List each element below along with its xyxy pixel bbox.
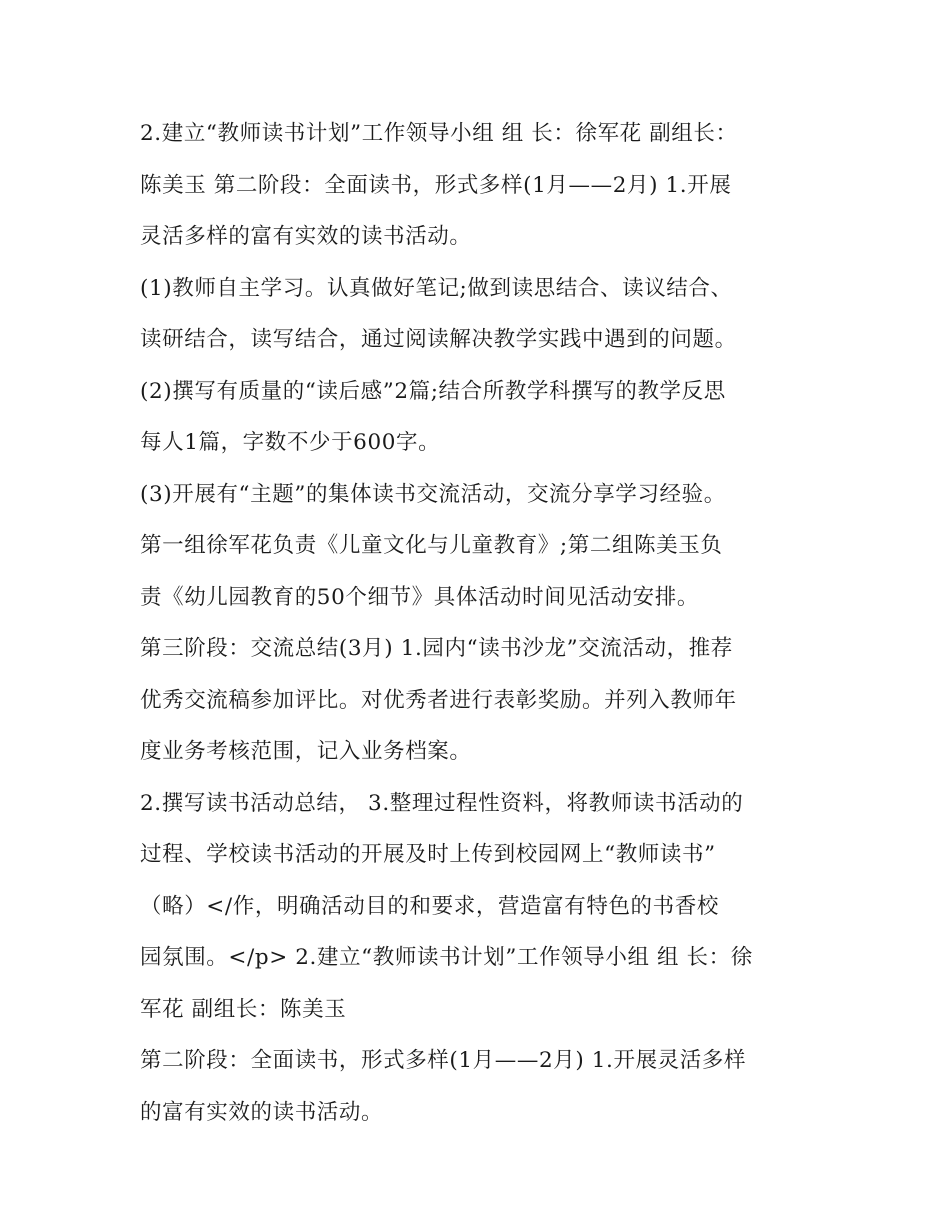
text-line: (1)教师自主学习。认真做好笔记;做到读思结合、读议结合、 [140,275,733,301]
text-line: 灵活多样的富有实效的读书活动。 [140,224,472,249]
text-line: 读研结合，读写结合，通过阅读解决教学实践中遇到的问题。 [140,327,737,352]
text-line: 陈美玉 第二阶段：全面读书，形式多样(1月——2月) 1.开展 [140,172,732,198]
text-line: （略）</作，明确活动目的和要求，营造富有特色的书香校 [140,893,719,919]
text-line: 的富有实效的读书活动。 [140,1099,384,1125]
text-line: (2)撰写有质量的“读后感”2篇;结合所教学科撰写的教学反思 [140,378,726,404]
text-line: (3)开展有“主题”的集体读书交流活动，交流分享学习经验。 [140,481,726,507]
document-page [140,108,808,1138]
text-line: 过程、学校读书活动的开展及时上传到校园网上“教师读书” [140,842,716,867]
document-body [140,108,808,1138]
text-line: 2.撰写读书活动总结， 3.整理过程性资料，将教师读书活动的 [140,790,744,816]
text-line: 军花 副组长：陈美玉 [140,996,347,1022]
text-line: 第二阶段：全面读书，形式多样(1月——2月) 1.开展灵活多样 [140,1048,747,1073]
text-line: 2.建立“教师读书计划”工作领导小组 组 长：徐军花 副组长： [140,121,738,146]
text-line: 第一组徐军花负责《儿童文化与儿童教育》;第二组陈美玉负 [140,533,723,558]
text-line: 优秀交流稿参加评比。对优秀者进行表彰奖励。并列入教师年 [140,687,737,713]
text-line: 责《幼儿园教育的50个细节》具体活动时间见活动安排。 [140,584,699,610]
text-line: 每人1篇，字数不少于600字。 [140,430,441,455]
text-line: 第三阶段：交流总结(3月) 1.园内“读书沙龙”交流活动，推荐 [140,636,733,661]
text-line: 园氛围。</p> 2.建立“教师读书计划”工作领导小组 组 长：徐 [140,945,753,970]
text-line: 度业务考核范围，记入业务档案。 [140,739,472,764]
